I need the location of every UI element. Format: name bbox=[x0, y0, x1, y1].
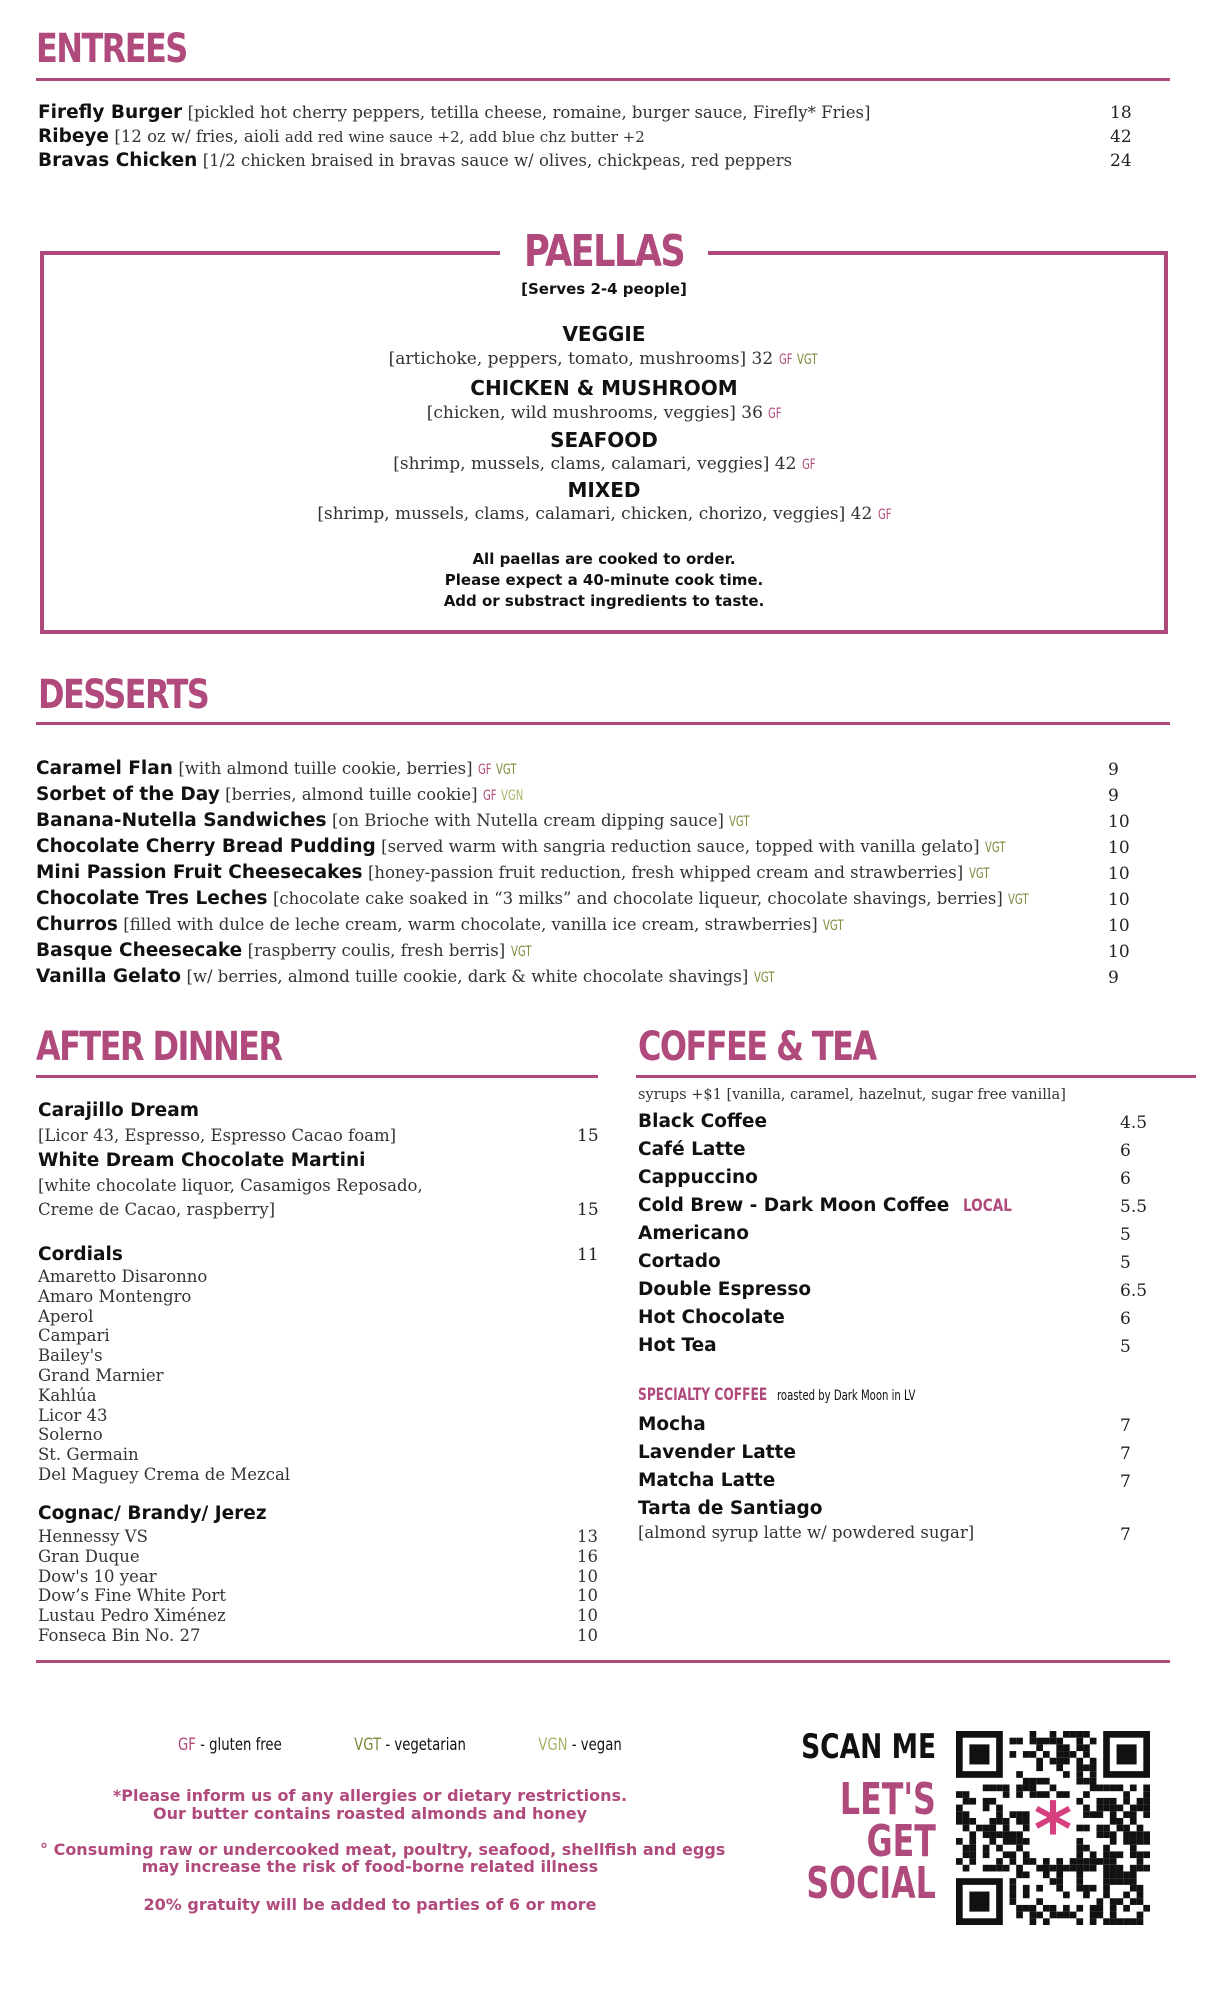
vgt-tag: VGT bbox=[510, 944, 532, 960]
raw-warning: ° Consuming raw or undercooked meat, poultry, seafood, shellfish and eggs bbox=[40, 1840, 726, 1859]
paella-desc: [artichoke, peppers, tomato, mushrooms] 32 bbox=[388, 349, 774, 369]
dessert-item bbox=[36, 861, 991, 886]
cognac-item: Fonseca Bin No. 27 bbox=[38, 1626, 201, 1645]
coffee-name: Double Espresso bbox=[638, 1279, 812, 1300]
dessert-item bbox=[36, 913, 846, 938]
social-line: LET'S bbox=[840, 1774, 936, 1825]
specialty-note: roasted by Dark Moon in LV bbox=[776, 1388, 915, 1404]
dessert-item bbox=[36, 965, 776, 990]
paella-name: SEAFOOD bbox=[550, 428, 658, 452]
cordials-price: 11 bbox=[577, 1245, 599, 1265]
dessert-price: 9 bbox=[1108, 760, 1119, 780]
cognac-heading: Cognac/ Brandy/ Jerez bbox=[38, 1503, 267, 1524]
coffee-price: 6 bbox=[1120, 1309, 1131, 1329]
coffee-item bbox=[638, 1194, 1024, 1218]
specialty-price: 7 bbox=[1120, 1444, 1131, 1464]
cognac-item: Lustau Pedro Ximénez bbox=[38, 1606, 226, 1626]
legend-vgt: VGT bbox=[354, 1735, 382, 1755]
cordial-item: Campari bbox=[38, 1326, 110, 1346]
gf-tag: GF bbox=[801, 457, 816, 473]
coffee-item bbox=[638, 1110, 767, 1134]
entrees-rule bbox=[36, 78, 1170, 81]
allergy-note: *Please inform us of any allergies or dietary restrictions. bbox=[112, 1786, 628, 1805]
dessert-desc: [berries, almond tuille cookie] bbox=[225, 785, 478, 804]
paella-note: Add or substract ingredients to taste. bbox=[443, 592, 765, 610]
dessert-desc: [on Brioche with Nutella cream dipping sauce] bbox=[331, 811, 724, 830]
coffee-item bbox=[638, 1306, 785, 1330]
carajillo-name: Carajillo Dream bbox=[38, 1100, 199, 1121]
coffee-name: Americano bbox=[638, 1223, 749, 1244]
dessert-price: 10 bbox=[1108, 916, 1130, 936]
coffee-price: 6 bbox=[1120, 1169, 1131, 1189]
coffee-price: 4.5 bbox=[1120, 1113, 1148, 1133]
dessert-name: Churros bbox=[36, 914, 118, 935]
specialty-price: 7 bbox=[1120, 1525, 1131, 1545]
cognac-item: Dow’s Fine White Port bbox=[38, 1586, 226, 1606]
gf-tag: GF bbox=[778, 352, 793, 368]
syrups-note: syrups +$1 [vanilla, caramel, hazelnut, sugar free vanilla] bbox=[638, 1087, 1066, 1103]
specialty-price: 7 bbox=[1120, 1416, 1131, 1436]
paella-note: Please expect a 40-minute cook time. bbox=[444, 571, 764, 589]
social-line: SOCIAL bbox=[806, 1858, 936, 1909]
coffee-name: Hot Chocolate bbox=[638, 1307, 785, 1328]
coffee-price: 6.5 bbox=[1120, 1281, 1148, 1301]
vgn-tag: VGN bbox=[501, 788, 524, 804]
local-badge: LOCAL bbox=[962, 1196, 1012, 1216]
carajillo-price: 15 bbox=[577, 1126, 599, 1146]
svg-text:*: * bbox=[1033, 1787, 1073, 1873]
after-dinner-title: AFTER DINNER bbox=[36, 1024, 282, 1070]
cognac-item: Dow's 10 year bbox=[38, 1566, 157, 1586]
cordial-item: Licor 43 bbox=[38, 1405, 108, 1425]
footer-rule bbox=[36, 1660, 1170, 1663]
coffee-title: COFFEE & TEA bbox=[638, 1024, 876, 1070]
vgt-tag: VGT bbox=[753, 970, 775, 986]
after-dinner-rule bbox=[36, 1075, 598, 1078]
coffee-price: 5.5 bbox=[1120, 1197, 1148, 1217]
paella-name: VEGGIE bbox=[562, 322, 646, 346]
cognac-price: 10 bbox=[577, 1626, 598, 1645]
martini-desc: [white chocolate liquor, Casamigos Reposado, bbox=[38, 1176, 423, 1195]
gf-tag: GF bbox=[478, 762, 492, 778]
specialty-header bbox=[638, 1385, 969, 1405]
coffee-price: 6 bbox=[1120, 1141, 1131, 1161]
coffee-price: 5 bbox=[1120, 1253, 1131, 1273]
cognac-price: 10 bbox=[577, 1566, 598, 1586]
coffee-item bbox=[638, 1222, 749, 1246]
vgt-tag: VGT bbox=[984, 840, 1006, 856]
martini-price: 15 bbox=[577, 1200, 599, 1220]
gf-tag: GF bbox=[482, 788, 497, 804]
dessert-item bbox=[36, 757, 519, 782]
legend-vgn-text: - vegan bbox=[567, 1735, 622, 1755]
entree-name: Ribeye bbox=[38, 126, 109, 147]
entree-name: Firefly Burger bbox=[38, 102, 183, 123]
entree-price: 18 bbox=[1110, 103, 1132, 123]
cordial-item: Del Maguey Crema de Mezcal bbox=[38, 1465, 291, 1484]
dessert-desc: [chocolate cake soaked in “3 milks” and chocolate liqueur, chocolate shavings, berries] bbox=[272, 889, 1003, 908]
entree-name: Bravas Chicken bbox=[38, 150, 198, 171]
dessert-desc: [w/ berries, almond tuille cookie, dark & white chocolate shavings] bbox=[186, 967, 749, 986]
scan-me-label: SCAN ME bbox=[800, 1727, 936, 1767]
specialty-name: Matcha Latte bbox=[638, 1470, 776, 1491]
vgt-tag: VGT bbox=[729, 814, 750, 830]
coffee-name: Cold Brew - Dark Moon Coffee bbox=[638, 1195, 950, 1216]
coffee-name: Black Coffee bbox=[638, 1111, 768, 1132]
desserts-title: DESSERTS bbox=[38, 672, 209, 718]
paella-desc-line bbox=[40, 403, 1168, 423]
dessert-name: Basque Cheesecake bbox=[36, 940, 243, 961]
legend-vgt-text: - vegetarian bbox=[381, 1735, 466, 1755]
dietary-legend bbox=[178, 1735, 622, 1755]
entree-price: 24 bbox=[1110, 151, 1132, 171]
specialty-desc: [almond syrup latte w/ powdered sugar] bbox=[638, 1523, 975, 1542]
dessert-desc: [raspberry coulis, fresh berris] bbox=[247, 941, 506, 960]
cognac-item: Hennessy VS bbox=[38, 1527, 148, 1546]
dessert-price: 10 bbox=[1108, 942, 1130, 962]
cordials-heading: Cordials bbox=[38, 1244, 123, 1265]
legend-vgn: VGN bbox=[538, 1735, 568, 1755]
specialty-name: Tarta de Santiago bbox=[638, 1498, 823, 1519]
cordial-item: Aperol bbox=[38, 1306, 94, 1326]
dessert-price: 10 bbox=[1108, 864, 1130, 884]
entree-price: 42 bbox=[1110, 127, 1132, 147]
social-line: GET bbox=[866, 1816, 936, 1867]
paellas-title: PAELLAS bbox=[523, 226, 685, 277]
coffee-item bbox=[638, 1334, 717, 1358]
specialty-name: Mocha bbox=[638, 1414, 706, 1435]
cordial-item: Bailey's bbox=[38, 1346, 103, 1366]
paella-desc-line bbox=[40, 454, 1168, 474]
entrees-title: ENTREES bbox=[36, 26, 187, 72]
dessert-price: 9 bbox=[1108, 968, 1119, 988]
coffee-rule bbox=[636, 1075, 1196, 1078]
martini-name: White Dream Chocolate Martini bbox=[38, 1150, 366, 1171]
coffee-name: Hot Tea bbox=[638, 1335, 717, 1356]
coffee-price: 5 bbox=[1120, 1337, 1131, 1357]
dessert-price: 9 bbox=[1108, 786, 1119, 806]
cognac-price: 10 bbox=[577, 1586, 598, 1606]
dessert-price: 10 bbox=[1108, 838, 1130, 858]
cordial-item: Amaro Montengro bbox=[38, 1286, 192, 1306]
paella-desc-line bbox=[40, 504, 1168, 524]
cognac-price: 10 bbox=[577, 1606, 598, 1626]
cordial-item: St. Germain bbox=[38, 1445, 139, 1465]
entree-item bbox=[38, 101, 870, 125]
dessert-name: Sorbet of the Day bbox=[36, 784, 220, 805]
entree-item bbox=[38, 125, 645, 149]
dessert-item bbox=[36, 835, 1007, 860]
cordial-item: Kahlúa bbox=[38, 1385, 97, 1405]
vgt-tag: VGT bbox=[968, 866, 990, 882]
martini-desc: Creme de Cacao, raspberry] bbox=[38, 1200, 276, 1219]
cordial-item: Grand Marnier bbox=[38, 1366, 164, 1385]
dessert-price: 10 bbox=[1108, 890, 1130, 910]
gf-tag: GF bbox=[877, 507, 892, 523]
entree-item bbox=[38, 149, 792, 173]
paella-note: All paellas are cooked to order. bbox=[472, 550, 736, 568]
dessert-item bbox=[36, 809, 752, 834]
dessert-name: Caramel Flan bbox=[36, 758, 173, 779]
coffee-name: Cappuccino bbox=[638, 1167, 758, 1188]
dessert-price: 10 bbox=[1108, 812, 1130, 832]
dessert-desc: [filled with dulce de leche cream, warm chocolate, vanilla ice cream, strawberries] bbox=[123, 915, 818, 934]
paellas-title-wrap bbox=[40, 226, 1168, 277]
specialty-name: Lavender Latte bbox=[638, 1442, 796, 1463]
entree-desc: [1/2 chicken braised in bravas sauce w/ olives, chickpeas, red peppers bbox=[202, 151, 793, 170]
vgt-tag: VGT bbox=[796, 352, 818, 368]
paella-name: MIXED bbox=[567, 478, 641, 502]
qr-code-image[interactable] bbox=[956, 1731, 1150, 1925]
paella-desc: [chicken, wild mushrooms, veggies] 36 bbox=[426, 403, 763, 423]
vgt-tag: VGT bbox=[1008, 892, 1029, 908]
dessert-name: Chocolate Tres Leches bbox=[36, 888, 268, 909]
carajillo-desc: [Licor 43, Espresso, Espresso Cacao foam] bbox=[38, 1126, 397, 1145]
allergy-note-2: Our butter contains roasted almonds and honey bbox=[152, 1804, 588, 1823]
dessert-name: Chocolate Cherry Bread Pudding bbox=[36, 836, 376, 857]
cordial-item: Amaretto Disaronno bbox=[38, 1267, 208, 1286]
gf-tag: GF bbox=[768, 406, 782, 422]
entree-desc: [12 oz w/ fries, aioli bbox=[114, 127, 280, 146]
coffee-name: Café Latte bbox=[638, 1139, 746, 1160]
specialty-price: 7 bbox=[1120, 1472, 1131, 1492]
dessert-item bbox=[36, 783, 526, 808]
raw-warning-2: may increase the risk of food-borne related illness bbox=[141, 1857, 599, 1876]
legend-gf-text: - gluten free bbox=[195, 1735, 282, 1755]
desserts-rule bbox=[36, 722, 1170, 725]
cognac-price: 13 bbox=[577, 1527, 598, 1546]
vgt-tag: VGT bbox=[823, 918, 844, 934]
dessert-name: Banana-Nutella Sandwiches bbox=[36, 810, 327, 831]
paellas-subtitle: [Serves 2-4 people] bbox=[521, 280, 687, 298]
paella-desc: [shrimp, mussels, clams, calamari, veggies] 42 bbox=[393, 454, 797, 474]
dessert-item bbox=[36, 939, 533, 964]
dessert-desc: [honey-passion fruit reduction, fresh whipped cream and strawberries] bbox=[367, 863, 964, 882]
entree-desc: [pickled hot cherry peppers, tetilla cheese, romaine, burger sauce, Firefly* Fries] bbox=[187, 103, 871, 122]
coffee-item bbox=[638, 1278, 811, 1302]
lets-get-social bbox=[806, 1774, 936, 1909]
dessert-desc: [with almond tuille cookie, berries] bbox=[178, 759, 473, 778]
coffee-item bbox=[638, 1138, 746, 1162]
dessert-name: Mini Passion Fruit Cheesecakes bbox=[36, 862, 363, 883]
coffee-item bbox=[638, 1250, 721, 1274]
coffee-price: 5 bbox=[1120, 1225, 1131, 1245]
gratuity-note: 20% gratuity will be added to parties of 6 or more bbox=[143, 1895, 597, 1914]
paella-desc-line bbox=[40, 349, 1168, 369]
paella-name: CHICKEN & MUSHROOM bbox=[470, 376, 738, 400]
specialty-label: SPECIALTY COFFEE bbox=[638, 1385, 768, 1405]
coffee-name: Cortado bbox=[638, 1251, 721, 1272]
cognac-item: Gran Duque bbox=[38, 1546, 140, 1566]
cognac-price: 16 bbox=[577, 1546, 598, 1566]
dessert-name: Vanilla Gelato bbox=[36, 966, 182, 987]
vgt-tag: VGT bbox=[496, 762, 517, 778]
cordial-item: Solerno bbox=[38, 1425, 103, 1445]
coffee-item bbox=[638, 1166, 758, 1190]
entree-addon: add red wine sauce +2, add blue chz butter +2 bbox=[284, 128, 645, 146]
legend-gf: GF bbox=[178, 1735, 196, 1755]
dessert-desc: [served warm with sangria reduction sauce, topped with vanilla gelato] bbox=[381, 837, 980, 856]
dessert-item bbox=[36, 887, 1031, 912]
paella-desc: [shrimp, mussels, clams, calamari, chicken, chorizo, veggies] 42 bbox=[317, 504, 873, 524]
